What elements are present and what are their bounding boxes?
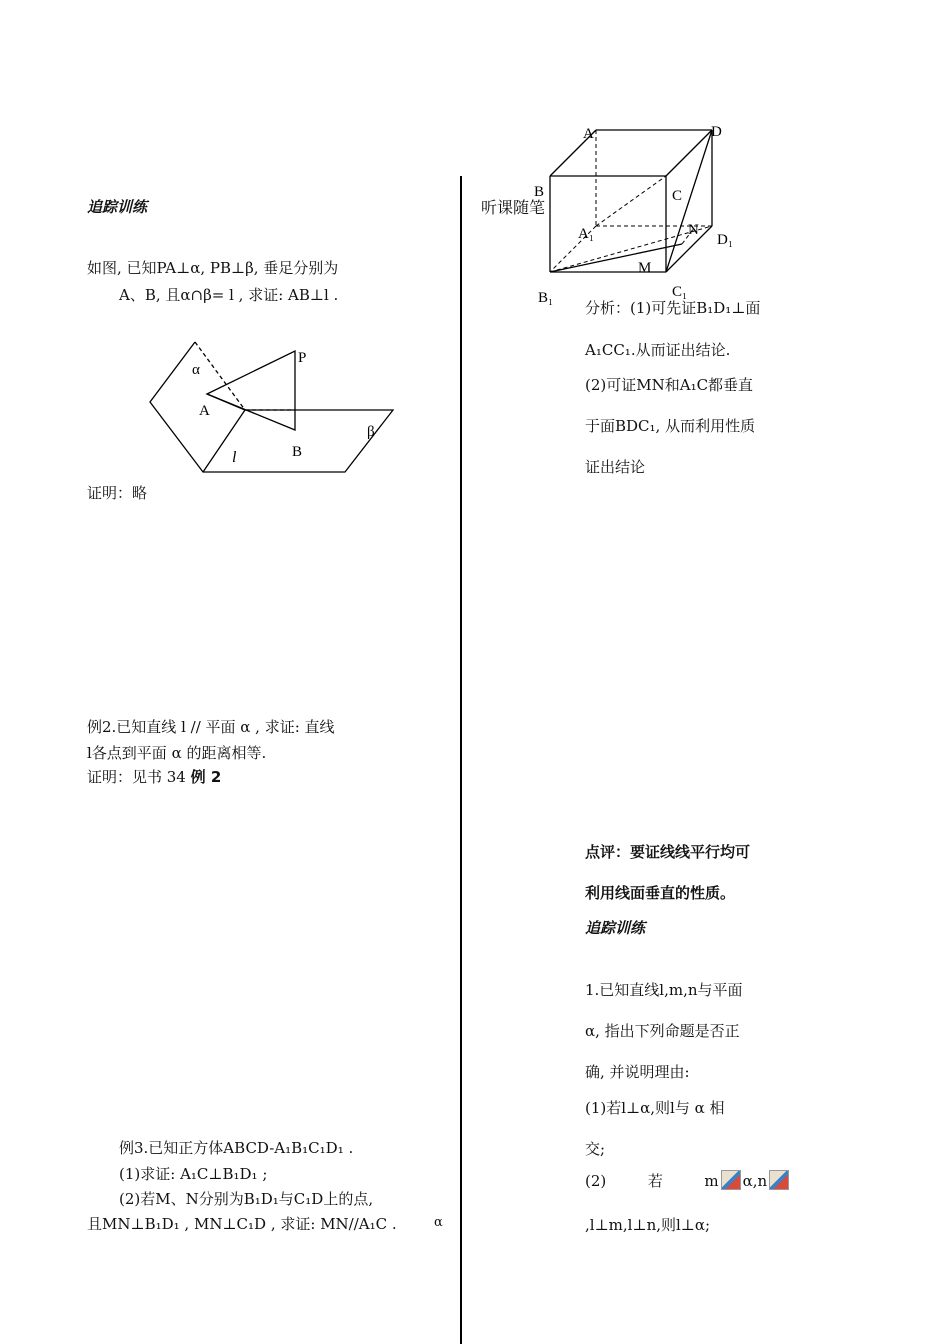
cube-label-b: B: [534, 184, 545, 200]
item-2-m: m: [704, 1172, 719, 1190]
item-2-number: (2): [585, 1172, 607, 1190]
question-item: 交;: [585, 1140, 606, 1158]
label-a: A: [199, 403, 210, 419]
question-item-2-line: ,l⊥m,l⊥n,则l⊥α;: [585, 1216, 711, 1234]
item-2-alpha: α,n: [742, 1172, 768, 1190]
analysis-line: A₁CC₁.从而证出结论.: [585, 341, 731, 359]
proof-2-text: 证明：见书 34: [87, 768, 191, 786]
broken-image-icon: [769, 1170, 789, 1190]
analysis-line: 证出结论: [585, 458, 646, 476]
proof-2-ref: 例 2: [190, 768, 222, 786]
comment-line: 点评：要证线线平行均可: [585, 843, 751, 861]
item-2-if: 若: [647, 1172, 663, 1190]
example-3-line: 且MN⊥B₁D₁ , MN⊥C₁D , 求证: MN//A₁C .: [87, 1215, 397, 1233]
question-line: 确, 并说明理由:: [585, 1063, 690, 1081]
analysis-line: 于面BDC₁, 从而利用性质: [585, 417, 756, 435]
column-divider: [460, 176, 462, 1344]
example-3-line: (1)求证: A₁C⊥B₁D₁ ;: [119, 1165, 268, 1183]
cube-label-m: M: [638, 260, 652, 276]
plane-outline: [150, 342, 393, 472]
cube-label-n: N: [688, 222, 699, 238]
cube-label-a1: A₁: [578, 226, 595, 242]
question-line: α, 指出下列命题是否正: [585, 1022, 740, 1040]
notes-label: 听课随笔: [481, 198, 546, 217]
cube-label-c: C: [672, 188, 683, 204]
proof-text: 证明：略: [87, 484, 148, 502]
label-alpha: α: [192, 362, 200, 378]
proof-2: [87, 766, 221, 787]
problem-text-line: A、B, 且α∩β= l , 求证: AB⊥l .: [119, 286, 339, 304]
cube-label-b1: B₁: [538, 290, 554, 306]
example-3-line: 例3.已知正方体ABCD-A₁B₁C₁D₁ .: [119, 1139, 354, 1157]
two-planes-figure: [145, 338, 405, 480]
cube-label-c1: C₁: [672, 284, 688, 300]
label-beta: β: [367, 424, 375, 440]
cube-label-a: A: [583, 126, 594, 142]
analysis-line: 分析：(1)可先证B₁D₁⊥面: [585, 299, 761, 317]
problem-text-line: 如图, 已知PA⊥α, PB⊥β, 垂足分别为: [87, 259, 339, 277]
example-2-line: 例2.已知直线 l // 平面 α , 求证: 直线: [87, 718, 335, 736]
label-b: B: [292, 444, 303, 460]
section-title-tracking-2: 追踪训练: [585, 919, 646, 937]
cube-label-d: D: [711, 124, 722, 140]
question-item-2: [585, 1170, 791, 1191]
analysis-line: (2)可证MN和A₁C都垂直: [585, 376, 754, 394]
example-3-line: (2)若M、N分别为B₁D₁与C₁D上的点,: [119, 1190, 374, 1208]
triangle-pab: [207, 351, 295, 430]
question-line: 1.已知直线l,m,n与平面: [585, 981, 743, 999]
label-l: l: [232, 449, 237, 466]
stray-alpha: α: [434, 1215, 443, 1230]
question-item: (1)若l⊥α,则l与 α 相: [585, 1099, 725, 1117]
section-title-tracking: 追踪训练: [87, 198, 148, 216]
broken-image-icon: [721, 1170, 741, 1190]
comment-line: 利用线面垂直的性质。: [585, 884, 736, 902]
label-p: P: [298, 350, 307, 366]
example-2-line: l各点到平面 α 的距离相等.: [87, 744, 267, 762]
cube-label-d1: D₁: [717, 232, 734, 248]
